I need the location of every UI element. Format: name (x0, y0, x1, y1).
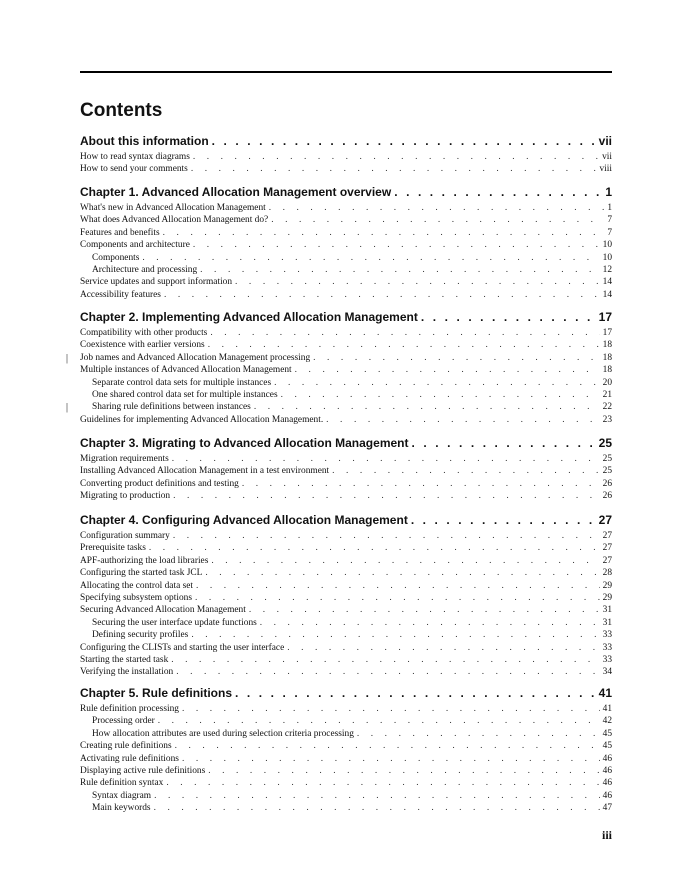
toc-entry-title: How to send your comments (80, 164, 188, 175)
toc-entry-title: Multiple instances of Advanced Allocation Management (80, 365, 292, 376)
dot-leader (411, 436, 595, 450)
toc-entry-page: 1 (607, 203, 612, 213)
dot-leader (287, 642, 599, 654)
toc-chapter-heading[interactable] (80, 513, 612, 530)
toc-entry-page: 26 (602, 491, 612, 502)
toc-entry[interactable] (80, 753, 612, 765)
dot-leader (313, 352, 599, 364)
toc-entry-page: 29 (602, 580, 612, 591)
toc-entry[interactable] (80, 580, 612, 592)
toc-entry-page: 46 (602, 790, 612, 801)
toc-entry[interactable] (80, 542, 612, 554)
toc-entry-page: 33 (602, 654, 612, 665)
toc-section (80, 185, 612, 301)
toc-subentry[interactable] (80, 264, 612, 276)
toc-subentry[interactable] (80, 802, 612, 814)
dot-leader (154, 802, 600, 814)
toc-heading-title: Chapter 3. Migrating to Advanced Allocation Management (80, 436, 409, 450)
toc-entry-title: Rule definition processing (80, 704, 179, 714)
toc-entry-page: 14 (602, 289, 612, 300)
toc-heading-page: 27 (598, 513, 612, 527)
page-title: Contents (80, 100, 163, 121)
toc-entry[interactable] (80, 740, 612, 752)
toc-heading-title: Chapter 5. Rule definitions (80, 686, 233, 700)
toc-section (66, 310, 612, 426)
toc-entry[interactable] (80, 642, 612, 654)
toc-entry-title: Activating rule definitions (80, 753, 179, 764)
dot-leader (154, 790, 600, 802)
toc-subentry[interactable] (80, 715, 612, 727)
toc-entry-page: 17 (602, 328, 612, 338)
dot-leader (235, 686, 596, 700)
toc-entry[interactable] (80, 327, 612, 339)
toc-subentry[interactable] (80, 728, 612, 740)
toc-chapter-heading[interactable] (80, 310, 612, 327)
toc-entry[interactable] (80, 777, 612, 789)
toc-entry-title: What's new in Advanced Allocation Management (80, 203, 266, 213)
toc-entry-title: Features and benefits (80, 227, 160, 238)
toc-section (80, 134, 612, 176)
toc-section (80, 686, 612, 815)
toc-entry-title: Securing Advanced Allocation Management (80, 605, 246, 616)
toc-heading-page: 1 (605, 185, 612, 199)
toc-entry-page: 10 (602, 240, 612, 251)
toc-heading-title: Chapter 1. Advanced Allocation Management overview (80, 185, 392, 199)
toc-entry-title: Syntax diagram (92, 790, 152, 801)
toc-entry-title: One shared control data set for multiple instances (92, 389, 278, 400)
toc-entry[interactable] (80, 530, 612, 542)
dot-leader (193, 239, 600, 251)
toc-entry-title: Job names and Advanced Allocation Management processing (80, 352, 311, 363)
toc-chapter-heading[interactable] (80, 185, 612, 202)
toc-section (80, 436, 612, 503)
dot-leader (182, 703, 600, 715)
toc-entry[interactable] (80, 364, 612, 376)
toc-entry-title: Defining security profiles (92, 630, 189, 641)
toc-entry-title: Specifying subsystem options (80, 592, 192, 603)
toc-entry-title: Creating rule definitions (80, 741, 172, 752)
toc-entry[interactable] (80, 478, 612, 490)
toc-entry-page: 28 (602, 568, 612, 579)
toc-entry-title: Sharing rule definitions between instances (92, 402, 251, 413)
dot-leader (193, 151, 599, 163)
dot-leader (191, 629, 599, 641)
toc-subentry[interactable] (66, 401, 612, 414)
toc-entry-page: 12 (602, 264, 612, 275)
toc-entry-title: Rule definition syntax (80, 778, 164, 789)
dot-leader (164, 289, 600, 301)
dot-leader (176, 666, 599, 678)
toc-entry-title: Converting product definitions and testing (80, 478, 239, 489)
toc-heading-title: Chapter 2. Implementing Advanced Allocation Management (80, 310, 418, 324)
toc-entry-page: 7 (607, 215, 612, 226)
dot-leader (163, 227, 605, 239)
dot-leader (411, 513, 596, 527)
dot-leader (171, 654, 599, 666)
toc-entry-page: 46 (602, 778, 612, 789)
toc-entry-title: Main keywords (92, 803, 151, 814)
dot-leader (242, 478, 600, 490)
toc-entry-title: Allocating the control data set (80, 580, 193, 591)
dot-leader (332, 465, 599, 477)
toc-entry[interactable] (80, 239, 612, 251)
toc-heading-title: About this information (80, 134, 209, 148)
toc-entry[interactable] (80, 414, 612, 426)
dot-leader (210, 327, 599, 339)
dot-leader (212, 134, 596, 148)
toc-entry-title: Migrating to production (80, 491, 171, 502)
toc-entry-page: 29 (602, 592, 612, 603)
toc-entry-page: viii (599, 164, 612, 175)
dot-leader (208, 339, 600, 351)
toc-entry[interactable] (80, 666, 612, 678)
toc-heading-page: vii (598, 134, 612, 148)
dot-leader (326, 414, 599, 426)
toc-entry-title: How to read syntax diagrams (80, 152, 190, 162)
change-bar: | (66, 402, 69, 414)
toc-entry-page: 46 (602, 765, 612, 776)
toc-chapter-heading[interactable] (80, 436, 612, 453)
toc-entry-title: Separate control data sets for multiple instances (92, 377, 272, 388)
toc-entry-title: How allocation attributes are used during selection criteria processing (92, 728, 354, 739)
toc-entry-title: Starting the started task (80, 654, 169, 665)
toc-entry[interactable] (80, 765, 612, 777)
toc-entry-page: 47 (602, 803, 612, 814)
dot-leader (357, 728, 600, 740)
dot-leader (235, 276, 600, 288)
toc-entry-page: 21 (602, 389, 612, 400)
dot-leader (208, 765, 599, 777)
toc-entry[interactable] (80, 490, 612, 502)
dot-leader (149, 542, 600, 554)
dot-leader (205, 567, 599, 579)
dot-leader (191, 163, 597, 175)
dot-leader (249, 604, 600, 616)
toc-entry-page: 18 (602, 340, 612, 351)
toc-entry-title: Compatibility with other products (80, 328, 208, 338)
dot-leader (281, 389, 600, 401)
toc-entry-title: Configuring the CLISTs and starting the user interface (80, 642, 285, 653)
toc-entry-title: Processing order (92, 716, 155, 727)
toc-entry[interactable] (80, 227, 612, 239)
toc-entry-page: 20 (602, 377, 612, 388)
dot-leader (421, 310, 596, 324)
toc-subentry[interactable] (80, 389, 612, 401)
dot-leader (394, 185, 602, 199)
dot-leader (166, 777, 599, 789)
toc-entry-page: 23 (602, 414, 612, 425)
dot-leader (274, 377, 600, 389)
toc-subentry[interactable] (80, 252, 612, 264)
toc-entry-page: 14 (602, 277, 612, 288)
toc-entry-title: Configuring the started task JCL (80, 568, 203, 579)
dot-leader (254, 401, 600, 413)
toc-entry[interactable] (80, 453, 612, 465)
toc-entry[interactable] (80, 465, 612, 477)
toc-chapter-heading[interactable] (80, 134, 612, 151)
toc-section (80, 513, 612, 679)
dot-leader (260, 617, 600, 629)
dot-leader (158, 715, 600, 727)
toc-entry-title: Components (92, 252, 140, 263)
toc-entry[interactable] (80, 289, 612, 301)
dot-leader (173, 530, 600, 542)
page-number: iii (601, 828, 612, 842)
toc-entry[interactable] (66, 352, 612, 364)
toc-entry-page: 31 (602, 605, 612, 616)
toc-entry-page: vii (602, 152, 612, 162)
toc-entry-page: 18 (602, 352, 612, 363)
toc-entry-title: APF-authorizing the load libraries (80, 555, 209, 566)
toc-entry-title: Securing the user interface update functions (92, 617, 257, 628)
toc-heading-page: 41 (598, 686, 612, 700)
top-rule (80, 71, 612, 73)
toc-heading-title: Chapter 4. Configuring Advanced Allocation Management (80, 513, 408, 527)
toc-entry-page: 45 (602, 741, 612, 752)
toc-entry-page: 25 (602, 466, 612, 477)
dot-leader (182, 753, 600, 765)
dot-leader (195, 592, 600, 604)
toc-entry[interactable] (80, 151, 612, 163)
toc-entry-page: 34 (602, 667, 612, 678)
dot-leader (173, 490, 600, 502)
toc-entry[interactable] (80, 654, 612, 666)
toc-entry-page: 27 (602, 531, 612, 541)
toc-entry-title: Installing Advanced Allocation Management in a test environment (80, 466, 330, 477)
toc-entry-page: 26 (602, 478, 612, 489)
toc-entry-page: 10 (602, 252, 612, 263)
toc-entry-title: Verifying the installation (80, 667, 174, 678)
toc-entry-page: 41 (602, 704, 612, 714)
toc-subentry[interactable] (80, 377, 612, 389)
toc-entry[interactable] (80, 604, 612, 616)
dot-leader (142, 252, 599, 264)
toc-entry[interactable] (80, 555, 612, 567)
toc-entry-page: 31 (602, 617, 612, 628)
toc-entry[interactable] (80, 703, 612, 715)
dot-leader (196, 580, 600, 592)
toc-entry-title: Components and architecture (80, 240, 190, 251)
toc-entry-page: 33 (602, 642, 612, 653)
toc-entry-page: 22 (602, 402, 612, 413)
toc-entry-page: 42 (602, 716, 612, 727)
toc-entry-title: What does Advanced Allocation Management do? (80, 215, 269, 226)
toc-entry-title: Accessibility features (80, 289, 161, 300)
toc-entry[interactable] (80, 202, 612, 214)
toc-subentry[interactable] (80, 629, 612, 641)
dot-leader (269, 202, 605, 214)
toc-chapter-heading[interactable] (80, 686, 612, 703)
dot-leader (295, 364, 600, 376)
toc-entry[interactable] (80, 567, 612, 579)
toc-entry-page: 27 (602, 543, 612, 554)
dot-leader (211, 555, 599, 567)
toc-entry-title: Coexistence with earlier versions (80, 340, 205, 351)
toc-entry-page: 46 (602, 753, 612, 764)
toc-entry-page: 33 (602, 630, 612, 641)
toc-entry-title: Guidelines for implementing Advanced Allocation Management. (80, 414, 324, 425)
dot-leader (172, 453, 600, 465)
toc-entry-page: 7 (607, 227, 612, 238)
toc-heading-page: 17 (598, 310, 612, 324)
toc-entry[interactable] (80, 276, 612, 288)
toc-entry-title: Architecture and processing (92, 264, 198, 275)
toc-entry-page: 45 (602, 728, 612, 739)
toc-entry-title: Configuration summary (80, 531, 170, 541)
toc-entry-title: Prerequisite tasks (80, 543, 146, 554)
toc-entry-page: 18 (602, 365, 612, 376)
dot-leader (271, 214, 604, 226)
toc-entry[interactable] (80, 163, 612, 175)
dot-leader (175, 740, 600, 752)
toc-heading-page: 25 (598, 436, 612, 450)
toc-entry-title: Migration requirements (80, 454, 169, 464)
toc-entry[interactable] (80, 339, 612, 351)
toc-entry-page: 25 (602, 454, 612, 464)
dot-leader (200, 264, 599, 276)
toc-entry[interactable] (80, 214, 612, 226)
toc-subentry[interactable] (80, 617, 612, 629)
toc-entry-page: 27 (602, 555, 612, 566)
toc-entry-title: Service updates and support information (80, 277, 233, 288)
toc-subentry[interactable] (80, 790, 612, 802)
toc-entry-title: Displaying active rule definitions (80, 765, 206, 776)
change-bar: | (66, 352, 69, 364)
toc-entry[interactable] (80, 592, 612, 604)
